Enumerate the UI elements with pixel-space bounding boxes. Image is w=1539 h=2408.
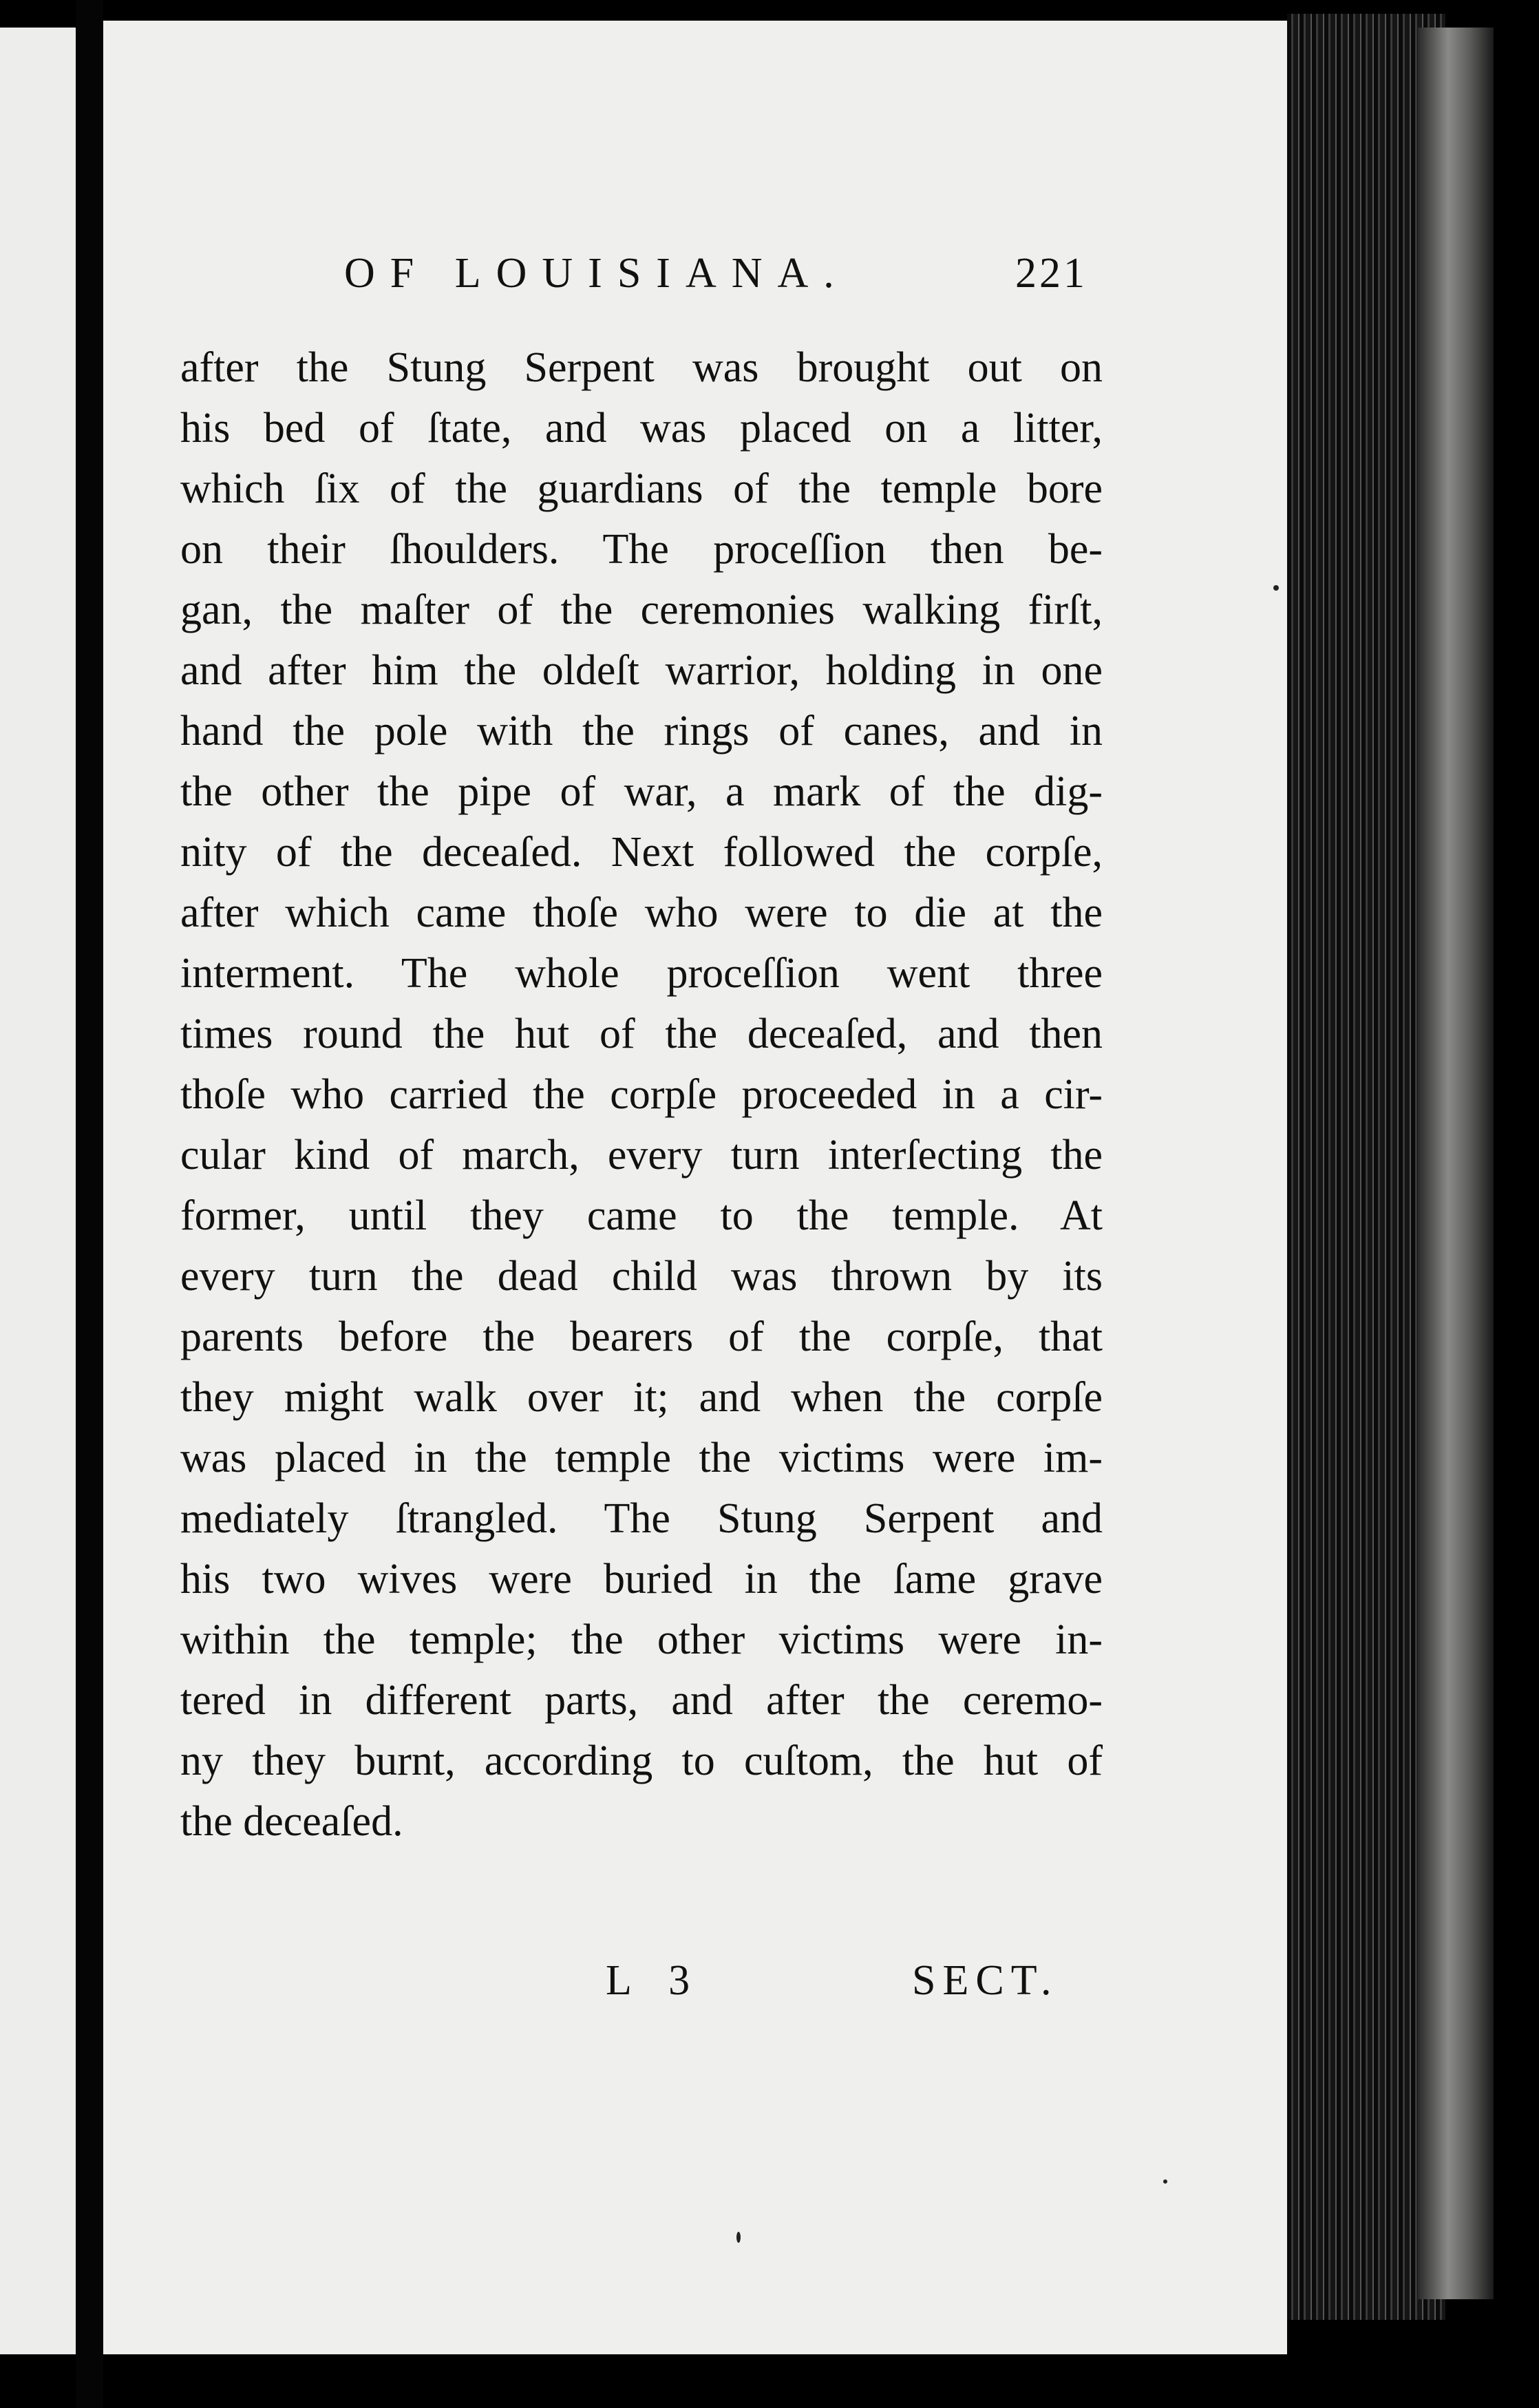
text-line: tered in different parts, and after the ceremo- xyxy=(180,1677,1103,1724)
text-line: his two wives were buried in the ſame grave xyxy=(180,1556,1103,1603)
text-line: parents before the bearers of the corpſe, that xyxy=(180,1313,1103,1360)
text-line: thoſe who carried the corpſe proceeded in a cir- xyxy=(180,1071,1103,1118)
ink-speck xyxy=(736,2232,741,2243)
text-line: the other the pipe of war, a mark of the dig- xyxy=(180,768,1103,815)
page-fore-edge-highlight xyxy=(1418,28,1494,2299)
text-line: and after him the oldeſt warrior, holding in one xyxy=(180,647,1103,694)
body-text xyxy=(180,337,1103,1852)
running-title: OF LOUISIANA. xyxy=(344,250,849,297)
text-line: the deceaſed. xyxy=(180,1798,403,1845)
facing-page-edge xyxy=(0,28,76,2354)
signature-mark: L 3 xyxy=(606,1957,704,2004)
text-line: cular kind of march, every turn interſecting the xyxy=(180,1132,1103,1179)
text-line: was placed in the temple the victims were im- xyxy=(180,1435,1103,1481)
text-line: after which came thoſe who were to die at the xyxy=(180,889,1103,936)
ink-speck xyxy=(1163,2179,1167,2184)
text-line: which ſix of the guardians of the temple bore xyxy=(180,465,1103,512)
book-gutter xyxy=(76,0,103,2408)
running-head xyxy=(344,249,1101,311)
text-line: gan, the maſter of the ceremonies walking firſt, xyxy=(180,587,1103,633)
text-line: his bed of ſtate, and was placed on a litter, xyxy=(180,405,1103,452)
text-line: hand the pole with the rings of canes, and in xyxy=(180,708,1103,754)
text-line: after the Stung Serpent was brought out on xyxy=(180,344,1103,391)
text-line: former, until they came to the temple. At xyxy=(180,1192,1103,1239)
text-line: ny they burnt, according to cuſtom, the hut of xyxy=(180,1738,1103,1784)
text-line: times round the hut of the deceaſed, and then xyxy=(180,1011,1103,1057)
text-line: every turn the dead child was thrown by its xyxy=(180,1253,1103,1300)
text-line: nity of the deceaſed. Next followed the corpſe, xyxy=(180,829,1103,876)
text-line: on their ſhoulders. The proceſſion then be- xyxy=(180,526,1103,573)
text-line: mediately ſtrangled. The Stung Serpent and xyxy=(180,1495,1103,1542)
text-line: they might walk over it; and when the corpſe xyxy=(180,1374,1103,1421)
catchword: SECT. xyxy=(912,1957,1059,2004)
text-line: within the temple; the other victims were in- xyxy=(180,1616,1103,1663)
ink-speck xyxy=(1273,585,1279,591)
page-number: 221 xyxy=(1015,250,1087,297)
text-line: interment. The whole proceſſion went three xyxy=(180,950,1103,997)
